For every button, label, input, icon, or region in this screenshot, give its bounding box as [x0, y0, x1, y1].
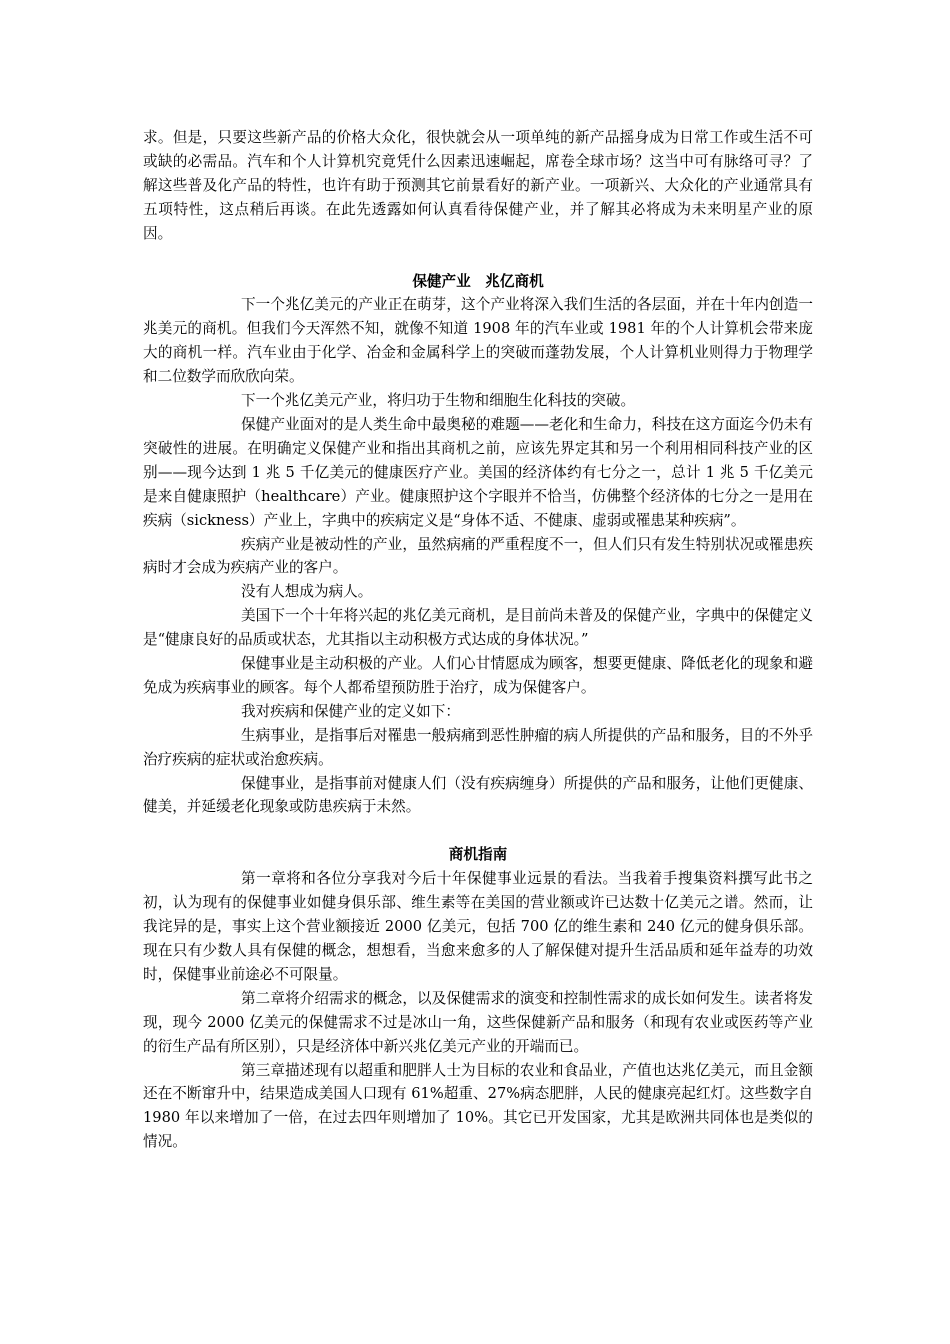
- body-paragraph: 下一个兆亿美元的产业正在萌芽，这个产业将深入我们生活的各层面，并在十年内创造一兆美元的商机。但我们今天浑然不知，就像不知道 1908 年的汽车业或 1981 年的个人计算机会带来庞大的商机一样。汽车业由于化学、冶金和金属科学上的突破而蓬勃发展，个人计算机业则得力于物理学和二位数学而欣欣向荣。: [143, 296, 813, 386]
- document-body: [143, 126, 813, 1154]
- body-paragraph: 生病事业，是指事后对罹患一般病痛到恶性肿瘤的病人所提供的产品和服务，目的不外乎治疗疾病的症状或治愈疾病。: [143, 726, 813, 768]
- body-paragraph: 第一章将和各位分享我对今后十年保健事业远景的看法。当我着手搜集资料撰写此书之初，认为现有的保健事业如健身俱乐部、维生素等在美国的营业额或许已达数十亿美元之谱。然而，让我诧异的是，事实上这个营业额接近 2000 亿美元，包括 700 亿的维生素和 240 亿元的健身俱乐部。现在只有少数人具有保健的概念，想想看，当愈来愈多的人了解保健对提升生活品质和延年益寿的功效时，保健事业前途必不可限量。: [143, 870, 813, 983]
- section-spacer: [143, 246, 813, 270]
- body-paragraph: 没有人想成为病人。: [241, 583, 373, 601]
- section-heading-health-industry: 保健产业 兆亿商机: [412, 272, 544, 290]
- body-paragraph: 保健事业是主动积极的产业。人们心甘情愿成为顾客，想要更健康、降低老化的现象和避免成为疾病事业的顾客。每个人都希望预防胜于治疗，成为保健客户。: [143, 655, 813, 696]
- body-paragraph: 第三章描述现有以超重和肥胖人士为目标的农业和食品业，产值也达兆亿美元，而且金额还在不断窜升中，结果造成美国人口现有 61%超重、27%病态肥胖，人民的健康亮起红灯。这些数字自 1980 年以来增加了一倍，在过去四年则增加了 10%。其它已开发国家，尤其是欧洲共同体也是类似的情况。: [143, 1061, 813, 1151]
- section-spacer: [143, 819, 813, 843]
- intro-paragraph: 求。但是，只要这些新产品的价格大众化，很快就会从一项单纯的新产品摇身成为日常工作或生活不可或缺的必需品。汽车和个人计算机究竟凭什么因素迅速崛起，席卷全球市场？这当中可有脉络可寻？了解这些普及化产品的特性，也许有助于预测其它前景看好的新产业。一项新兴、大众化的产业通常具有五项特性，这点稍后再谈。在此先透露如何认真看待保健产业，并了解其必将成为未来明星产业的原因。: [143, 129, 813, 242]
- body-paragraph: 美国下一个十年将兴起的兆亿美元商机，是目前尚未普及的保健产业，字典中的保健定义是“健康良好的品质或状态，尤其指以主动积极方式达成的身体状况。”: [143, 607, 813, 649]
- body-paragraph: 疾病产业是被动性的产业，虽然病痛的严重程度不一，但人们只有发生特别状况或罹患疾病时才会成为疾病产业的客户。: [143, 535, 813, 577]
- body-paragraph: 保健事业，是指事前对健康人们（没有疾病缠身）所提供的产品和服务，让他们更健康、健美，并延缓老化现象或防患疾病于未然。: [143, 774, 813, 816]
- body-paragraph: 我对疾病和保健产业的定义如下：: [241, 702, 460, 720]
- section-heading-business-guide: 商机指南: [448, 846, 508, 864]
- body-paragraph: 下一个兆亿美元产业，将归功于生物和细胞生化科技的突破。: [241, 392, 636, 410]
- body-paragraph: 第二章将介绍需求的概念，以及保健需求的演变和控制性需求的成长如何发生。读者将发现，现今 2000 亿美元的保健需求不过是冰山一角，这些保健新产品和服务（和现有农业或医药等产业的衍生产品有所区别），只是经济体中新兴兆亿美元产业的开端而已。: [143, 989, 813, 1055]
- body-paragraph: 保健产业面对的是人类生命中最奥秘的难题——老化和生命力，科技在这方面迄今仍未有突破性的进展。在明确定义保健产业和指出其商机之前，应该先界定其和另一个利用相同科技产业的区别——现今达到 1 兆 5 千亿美元的健康医疗产业。美国的经济体约有七分之一，总计 1 兆 5 千亿美元是来自健康照护（healthcare）产业。健康照护这个字眼并不恰当，仿佛整个经济体的七分之一是用在疾病（sickness）产业上，字典中的疾病定义是“身体不适、不健康、虚弱或罹患某种疾病”。: [143, 415, 813, 529]
